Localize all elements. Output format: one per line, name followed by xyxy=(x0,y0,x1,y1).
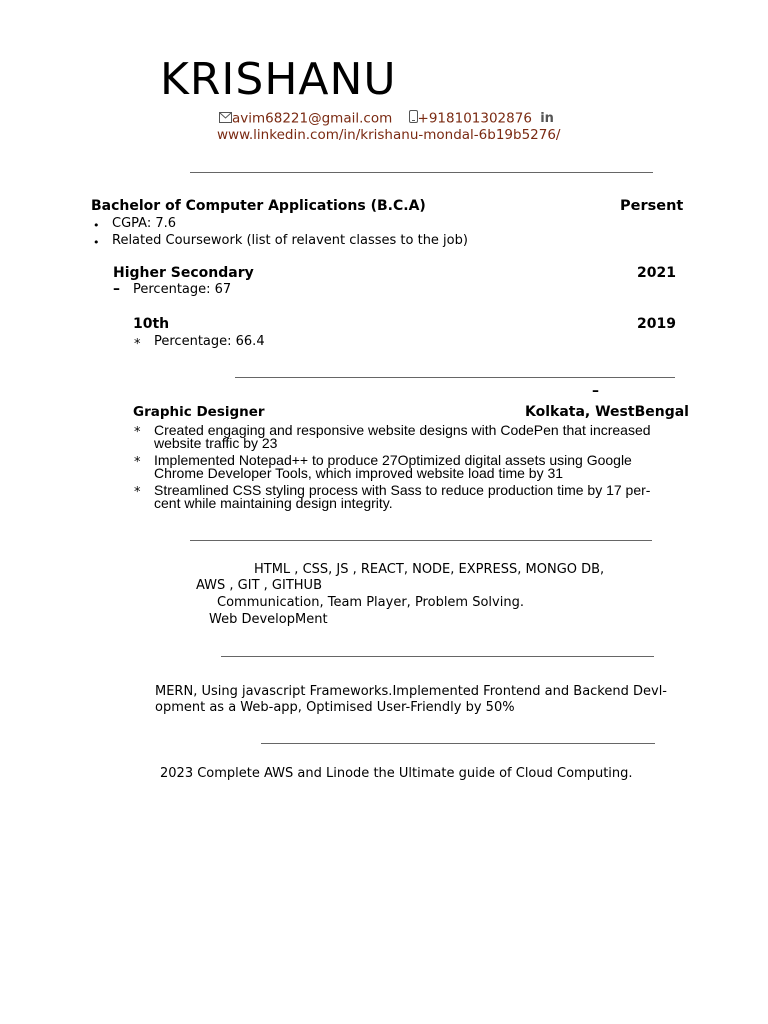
experience-point-3-line-1: Streamlined CSS styling process with Sass to reduce production time by 17 per- xyxy=(154,482,651,498)
experience-point-2-line-1: Implemented Notepad++ to produce 27Optimized digital assets using Google xyxy=(154,452,632,468)
skills-technical: HTML , CSS, JS , REACT, NODE, EXPRESS, MONGO DB, xyxy=(254,562,605,577)
degree-coursework: Related Coursework (list of relavent classes to the job) xyxy=(112,233,468,248)
tenth-percentage: Percentage: 66.4 xyxy=(154,334,265,349)
tenth-year: 2019 xyxy=(637,316,676,332)
phone-icon xyxy=(409,110,418,127)
divider xyxy=(261,743,655,744)
phone-number[interactable]: +918101302876 xyxy=(417,110,532,127)
email-link[interactable]: avim68221@gmail.com xyxy=(232,110,393,127)
experience-point-1-line-2: website traffic by 23 xyxy=(154,435,278,451)
experience-point-2-line-2: Chrome Developer Tools, which improved website load time by 31 xyxy=(154,465,564,481)
divider xyxy=(190,540,652,541)
divider xyxy=(190,172,653,173)
secondary-percentage: Percentage: 67 xyxy=(133,282,232,297)
star-marker: * xyxy=(134,455,141,470)
project-line-2: opment as a Web-app, Optimised User-Friendly by 50% xyxy=(155,700,515,715)
skills-domain: Web DevelopMent xyxy=(209,612,328,627)
star-marker: * xyxy=(134,485,141,500)
candidate-name: KRISHANU xyxy=(160,54,397,105)
star-marker: * xyxy=(134,425,141,440)
mail-icon xyxy=(219,111,232,127)
certification-line: 2023 Complete AWS and Linode the Ultimate guide of Cloud Computing. xyxy=(160,766,633,781)
job-title: Graphic Designer xyxy=(133,404,265,420)
linkedin-url[interactable]: www.linkedin.com/in/krishanu-mondal-6b19b5276/ xyxy=(217,127,561,143)
secondary-title: Higher Secondary xyxy=(113,265,254,281)
dash-marker: – xyxy=(113,281,120,297)
skills-soft: Communication, Team Player, Problem Solving. xyxy=(217,595,524,610)
degree-title: Bachelor of Computer Applications (B.C.A) xyxy=(91,198,426,214)
secondary-year: 2021 xyxy=(637,265,676,281)
tenth-title: 10th xyxy=(133,316,170,332)
skills-tools: AWS , GIT , GITHUB xyxy=(196,578,322,593)
dash-marker: – xyxy=(592,383,599,399)
linkedin-icon[interactable]: in xyxy=(540,111,554,126)
contact-line xyxy=(219,110,554,127)
star-marker: * xyxy=(134,337,141,352)
divider xyxy=(235,377,675,378)
degree-status: Persent xyxy=(620,198,684,214)
divider xyxy=(221,656,654,657)
degree-cgpa: CGPA: 7.6 xyxy=(112,216,177,231)
bullet-icon: • xyxy=(93,219,100,232)
experience-point-1-line-1: Created engaging and responsive website designs with CodePen that increased xyxy=(154,422,651,438)
project-line-1: MERN, Using javascript Frameworks.Implemented Frontend and Backend Devl- xyxy=(155,684,667,699)
experience-point-3-line-2: cent while maintaining design integrity. xyxy=(154,495,393,511)
job-location: Kolkata, WestBengal xyxy=(525,404,689,420)
bullet-icon: • xyxy=(93,236,100,249)
